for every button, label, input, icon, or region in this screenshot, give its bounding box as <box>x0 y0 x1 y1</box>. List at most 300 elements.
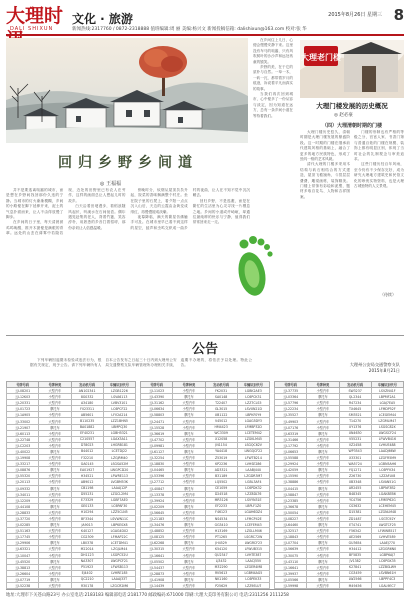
table-cell: 摩托车 <box>173 394 205 400</box>
table-cell: 大型汽车 <box>307 455 339 461</box>
table-cell: 小型汽车 <box>39 570 71 576</box>
publication-date: 2015年8月26日 星期三 <box>328 12 382 18</box>
table-cell: LZGER4M8 <box>237 564 269 570</box>
table-cell: YQ1271 <box>339 467 371 473</box>
table-cell: LQ5502 <box>205 479 237 485</box>
table-cell: 云L58803 <box>141 412 173 418</box>
feature-paragraph: 清代大理的门楼多采用木结构与砖石相结合的方式建造，屋顶飞檐翘角，斗拱层层叠叠，雕梁画栋，装饰精美。门楼上常饰有彩绘和泥塑，题材多取自花鸟、人物和吉祥图案。 <box>300 162 350 199</box>
notice-table <box>6 381 136 589</box>
table-cell: R30178 <box>71 583 103 589</box>
table-cell: 大型汽车 <box>39 388 71 394</box>
table-cell: LFMBP32D <box>237 424 269 430</box>
notice-divider <box>6 335 404 336</box>
table-cell: PT1265 <box>205 534 237 540</box>
table-cell: 云L29924 <box>275 461 307 467</box>
table-cell: LBMPCJ30 <box>103 424 135 430</box>
table-cell: 云L21183 <box>141 515 173 521</box>
table-cell: D78023 <box>71 442 103 448</box>
table-cell: 大型汽车 <box>307 473 339 479</box>
table-cell: 云L07704 <box>275 540 307 546</box>
table-cell: YA4418 <box>205 448 237 454</box>
table-cell: 大型汽车 <box>173 436 205 442</box>
table-cell: LGAJ7EA5 <box>371 400 403 406</box>
table-cell: 云L56645 <box>141 509 173 515</box>
story-paragraph: 在乡间的日子里，每天清晨被鸡鸣唤醒，推开木窗便是满眼的青翠。远处的山峦在薄雾中若隐若现，近处的田野里已有农人在劳作，这样的画面总让人想起儿时的故乡。 <box>6 188 126 236</box>
table-cell: 小型汽车 <box>39 534 71 540</box>
table-cell: 云L40847 <box>141 485 173 491</box>
table-cell: 云L12K03 <box>7 394 39 400</box>
table-cell: 小型汽车 <box>307 461 339 467</box>
table-cell: 摩托车 <box>173 448 205 454</box>
table-cell: 云L03364 <box>275 394 307 400</box>
table-cell: 摩托车 <box>39 576 71 582</box>
table-cell: LSVYN31E <box>237 497 269 503</box>
table-cell: 云L05502 <box>141 558 173 564</box>
table-cell: 云L40022 <box>7 448 39 454</box>
table-cell: 云L08201 <box>7 388 39 394</box>
table-header-cell: 号牌号码 <box>275 382 307 388</box>
table-cell: LZZ5CLN5 <box>103 509 135 515</box>
table-cell: LHGRB181 <box>103 442 135 448</box>
table-cell: 小型汽车 <box>173 515 205 521</box>
table-cell: JV1382 <box>339 558 371 564</box>
table-cell: LVHTE387 <box>237 552 269 558</box>
table-cell: EJ4402 <box>71 570 103 576</box>
table-cell: LC6PAF30 <box>103 503 135 509</box>
table-cell: T14270 <box>339 418 371 424</box>
table-cell: LCEHEM45 <box>371 503 403 509</box>
table-cell: SW3237 <box>339 388 371 394</box>
table-cell: 大型汽车 <box>173 491 205 497</box>
table-cell: 云L30315 <box>141 546 173 552</box>
table-cell: 小型汽车 <box>307 388 339 394</box>
table-cell: LSVWN11C <box>103 515 135 521</box>
table-cell: 云L35527 <box>275 412 307 418</box>
table-cell: 云L27712 <box>141 479 173 485</box>
table-cell: 大型汽车 <box>39 400 71 406</box>
table-cell: 云L50054 <box>275 509 307 515</box>
table-cell: LVHVE589 <box>371 534 403 540</box>
story-side-column <box>253 38 293 230</box>
table-cell: CE1059 <box>205 485 237 491</box>
table-cell: UB1122 <box>205 412 237 418</box>
table-cell: LSGRC72W <box>237 534 269 540</box>
table-cell: LWGSCF24 <box>371 430 403 436</box>
table-cell: QU2347 <box>205 552 237 558</box>
table-cell: 大型汽车 <box>173 418 205 424</box>
table-cell: LWGPCD20 <box>103 467 135 473</box>
story-byline: ◎ 王福福 <box>100 181 121 187</box>
table-cell: UY1376 <box>339 424 371 430</box>
table-cell: LAABJ44U <box>237 467 269 473</box>
table-cell: DH1123 <box>71 552 103 558</box>
feature-body <box>300 130 404 292</box>
table-cell: LWGTCF25 <box>371 522 403 528</box>
table-cell: Z53019 <box>205 455 237 461</box>
story-paragraph: 傍晚时分，炊烟从屋顶袅袅升起，饭菜的香味飘满整个村庄。坐在院子里的石凳上，看夕阳一点点沉入山后，天边的云霞由金黄变成绯红，再慢慢褪成淡紫。 <box>130 188 188 214</box>
table-cell: LFMCP42E <box>237 515 269 521</box>
table-cell: LC6PCF22 <box>103 406 135 412</box>
table-cell: K54120 <box>205 546 237 552</box>
table-cell: BA01882 <box>71 424 103 430</box>
table-cell: LGBP6AJ7 <box>371 552 403 558</box>
table-cell: 摩托车 <box>307 430 339 436</box>
table-cell: LZGJLM44 <box>103 546 135 552</box>
table-cell: XB3348 <box>339 479 371 485</box>
table-cell: 小型汽车 <box>173 570 205 576</box>
table-cell: 云L39937 <box>275 570 307 576</box>
table-cell: 摩托车 <box>307 522 339 528</box>
table-cell: 云L36678 <box>275 503 307 509</box>
page-number: 8 <box>393 6 404 24</box>
table-cell: 摩托车 <box>173 467 205 473</box>
table-cell: 摩托车 <box>173 540 205 546</box>
table-cell: 云L08876 <box>7 467 39 473</box>
table-cell: LC6PGK35 <box>371 558 403 564</box>
table-header-cell: 号牌号码 <box>141 382 173 388</box>
table-cell: ZD1487 <box>339 515 371 521</box>
table-cell: 云L33002 <box>7 418 39 424</box>
table-cell: 摩托车 <box>39 448 71 454</box>
table-cell: 小型汽车 <box>39 430 71 436</box>
table-cell: LFWVB416 <box>371 436 403 442</box>
table-cell: 大型汽车 <box>307 546 339 552</box>
table-cell: 云L12209 <box>7 497 39 503</box>
table-cell: 小型汽车 <box>307 515 339 521</box>
table-cell: 云L08227 <box>275 515 307 521</box>
table-cell: P51923 <box>71 564 103 570</box>
table-cell: 大型汽车 <box>39 455 71 461</box>
table-cell: 云L38813 <box>7 564 39 570</box>
table-cell: LZGDR3M7 <box>237 473 269 479</box>
table-cell: 云L26604 <box>7 570 39 576</box>
table-cell: JA9013 <box>71 522 103 528</box>
table-header-cell: 号牌种类 <box>39 382 71 388</box>
table-cell: LSGQC62V <box>237 442 269 448</box>
table-cell: QL2344 <box>339 394 371 400</box>
table-cell: LBPPF4C3 <box>371 576 403 582</box>
table-cell: AB9012 <box>71 479 103 485</box>
table-cell: 云L09981 <box>141 442 173 448</box>
table-cell: LBPMF2A1 <box>371 394 403 400</box>
table-cell: 云L56639 <box>275 546 307 552</box>
table-cell: 大型汽车 <box>307 509 339 515</box>
table-cell: LZGB1226 <box>103 388 135 394</box>
table-cell: LVGBM53K <box>103 479 135 485</box>
table-cell: 云L23385 <box>275 497 307 503</box>
table-cell: 云L24471 <box>141 418 173 424</box>
table-cell: 云L58847 <box>275 491 307 497</box>
feature-paragraph: 大理门楼历史悠久，清朝时期是大理门楼发展的鼎盛阶段。这一时期的门楼在继承前代建筑风格的基础上，融合了更多的地方民族特色，形成了独具一格的艺术风貌。 <box>300 130 350 162</box>
table-cell: NK1160 <box>205 576 237 582</box>
table-cell: 云L02209 <box>141 503 173 509</box>
table-cell: 大型汽车 <box>173 564 205 570</box>
story-paragraph: 白天沿着田埂漫步，看稻浪随风起伏，听溪水在石间低语。偶尔遇见赶集的老人，背着竹篓，笑容淳朴，用熟悉的乡音打着招呼，那份亲切让人倍感温暖。 <box>68 204 126 230</box>
masthead-divider <box>6 34 404 36</box>
table-cell: 云L20331 <box>7 400 39 406</box>
table-cell: LZGCR2M6 <box>103 583 135 589</box>
notice-table <box>140 381 270 589</box>
table-cell: UN4630 <box>339 430 371 436</box>
table-cell: LFWWB517 <box>371 528 403 534</box>
feature-title: 大理门楼发展的历史概况 <box>316 102 388 110</box>
table-cell: M22014 <box>71 546 103 552</box>
story-paragraph: 当我们再次回到城市，心中便多了一份从容与淡定，因为知道在远方，总有一条乡间小道在等待着我们。 <box>253 92 293 118</box>
table-cell: F32210 <box>71 455 103 461</box>
table-cell: T22407 <box>205 400 237 406</box>
table-cell: 摩托车 <box>307 576 339 582</box>
table-cell: 云L06634 <box>141 406 173 412</box>
table-cell: B44012 <box>71 448 103 454</box>
story-body <box>6 188 250 296</box>
table-header-cell: 车辆识别代号 <box>371 382 403 388</box>
story-paragraph: 夜幕降临，满天的繁星仿佛触手可及。在城市里早已看不到这样的星空，蛙声和虫鸣交织成一曲乡村的夜曲，让人在不知不觉中沉沉睡去。 <box>130 188 250 230</box>
table-cell: NA3307 <box>71 558 103 564</box>
table-cell: 摩托车 <box>173 503 205 509</box>
page-footer: 地址:大理市下关苍山路23号 办公室电话:2183183 编辑部电话:2181770 邮政编码:671000 印刷:大理大美印务有限公司 电话:2311256 2111258 <box>6 593 289 598</box>
table-cell: 云L42059 <box>275 467 307 473</box>
table-cell: 摩托车 <box>39 503 71 509</box>
table-cell: 摩托车 <box>39 406 71 412</box>
table-cell: F46123 <box>205 509 237 515</box>
table-cell: H34412 <box>339 546 371 552</box>
table-cell: 小型汽车 <box>173 497 205 503</box>
table-cell: 云L53396 <box>141 473 173 479</box>
table-cell: 云L43390 <box>141 394 173 400</box>
table-cell: LC6PFK34 <box>371 467 403 473</box>
table-cell: LWGQCF22 <box>237 448 269 454</box>
table-cell: 云L48852 <box>141 528 173 534</box>
table-cell: V55231 <box>339 436 371 442</box>
table-cell: MR3126 <box>205 497 237 503</box>
table-cell: LZZ8DLT6 <box>237 491 269 497</box>
table-cell: 小型汽车 <box>39 497 71 503</box>
table-cell: 摩托车 <box>307 467 339 473</box>
table-cell: LZGLLM46 <box>237 528 269 534</box>
table-cell: K40127 <box>71 528 103 534</box>
table-cell: 大型汽车 <box>307 418 339 424</box>
table-cell: 云L44108 <box>7 503 39 509</box>
table-cell: LBPKE0X8 <box>103 522 135 528</box>
table-cell: 云L33217 <box>7 461 39 467</box>
table-cell: 云L11023 <box>141 388 173 394</box>
table-cell: 小型汽车 <box>39 552 71 558</box>
table-cell: 大型汽车 <box>39 473 71 479</box>
table-cell: 大型汽车 <box>39 546 71 552</box>
table-cell: ET4741 <box>339 522 371 528</box>
notice-table <box>274 381 404 589</box>
table-cell: 云L60113 <box>7 430 39 436</box>
table-cell: 小型汽车 <box>307 406 339 412</box>
table-header-cell: 发动机号码 <box>339 382 371 388</box>
story-paragraph: 井不是要逃离喧嚣的城市，而是想在乡野间找回那份久违的宁静。当城市的灯火渐渐模糊，乡间的小路便在脚下延伸开来，泥土的气息扑面而来，让人不由得放慢了脚步。 <box>6 188 64 220</box>
table-cell: 云L52238 <box>7 583 39 589</box>
table-cell: LGBN5AH6 <box>371 461 403 467</box>
table-cell: GL3015 <box>205 406 237 412</box>
table-cell: K27841 <box>339 564 371 570</box>
table-cell: 8G0332 <box>71 394 103 400</box>
table-cell: H10294 <box>71 509 103 515</box>
table-cell: GE0133 <box>71 503 103 509</box>
table-cell: LCEGEM44 <box>371 412 403 418</box>
table-row <box>7 583 136 589</box>
table-cell: LFWTB214 <box>237 455 269 461</box>
table-cell: 大型汽车 <box>39 436 71 442</box>
table-cell: 小型汽车 <box>307 497 339 503</box>
table-cell: 小型汽车 <box>39 442 71 448</box>
table-cell: CS3632 <box>339 503 371 509</box>
table-cell: 云L18843 <box>275 534 307 540</box>
table-cell: 云L20113 <box>7 479 39 485</box>
table-cell: 大型汽车 <box>173 528 205 534</box>
table-cell: LZZAFLV8 <box>371 473 403 479</box>
table-cell: LGBL3AF4 <box>237 479 269 485</box>
table-cell: LCETEM42 <box>237 430 269 436</box>
table-cell: B110235 <box>71 418 103 424</box>
table-cell: 云L02285 <box>7 522 39 528</box>
table-cell: D15381 <box>339 509 371 515</box>
table-cell: 云L21907 <box>7 424 39 430</box>
table-cell: 小型汽车 <box>307 442 339 448</box>
table-cell: 云L16641 <box>275 564 307 570</box>
table-cell: LGAX3A11 <box>103 436 135 442</box>
table-cell: LSGSA52M <box>103 461 135 467</box>
table-cell: 大型汽车 <box>307 436 339 442</box>
table-cell: LGAL9EC7 <box>371 583 403 589</box>
table-cell: 大型汽车 <box>307 400 339 406</box>
table-cell: 小型汽车 <box>173 461 205 467</box>
table-cell: 云L22234 <box>275 406 307 412</box>
table-cell: M32290 <box>205 564 237 570</box>
table-cell: 摩托车 <box>39 424 71 430</box>
table-cell: A34180 <box>71 400 103 406</box>
table-cell: CG2309 <box>71 534 103 540</box>
table-cell: LGBK2AE3 <box>237 388 269 394</box>
table-cell: 云L1A905 <box>7 412 39 418</box>
table-cell: LCETDM41 <box>103 540 135 546</box>
table-header-cell: 车辆识别代号 <box>237 382 269 388</box>
table-cell: LC6PEK33 <box>237 576 269 582</box>
table-cell: LC6PCK31 <box>237 394 269 400</box>
notice-intro-text: 下列车辆因逾期未检验或违法行为，根据有关规定，现予公告。请下列车辆所有人自本公告发布之日起三十日内到大理州公安局交通警察支队车辆管理所办理相关手续，逾期不办理的，将依法予以处理。特此公告。 <box>30 358 252 368</box>
table-cell: C210557 <box>71 436 103 442</box>
table-cell: 摩托车 <box>173 522 205 528</box>
table-cell: LAADJ66W <box>371 448 403 454</box>
table-cell: 云L64460 <box>275 522 307 528</box>
table-cell: 云L07176 <box>275 424 307 430</box>
table-cell: YC4756 <box>339 497 371 503</box>
table-cell: LFMEP62G <box>371 497 403 503</box>
table-cell: 大型汽车 <box>39 564 71 570</box>
table-cell: LFWUB315 <box>237 546 269 552</box>
table-cell: E73329 <box>71 497 103 503</box>
table-cell: 摩托车 <box>173 430 205 436</box>
table-cell: LVHUE488 <box>371 442 403 448</box>
table-cell: B48345 <box>339 491 371 497</box>
table-cell: LGAG4DX2 <box>103 528 135 534</box>
table-cell: CG3459 <box>339 570 371 576</box>
table-cell: LSVZN41F <box>371 388 403 394</box>
table-cell: 摩托车 <box>39 522 71 528</box>
table-cell: 大型汽车 <box>39 491 71 497</box>
table-cell: LSGTC92Y <box>371 515 403 521</box>
table-cell: H34521 <box>71 473 103 479</box>
table-cell: 云L07719 <box>7 576 39 582</box>
table-cell: LVHRE185 <box>103 570 135 576</box>
table-cell: LB0378 <box>71 540 103 546</box>
table-cell: 摩托车 <box>307 485 339 491</box>
table-cell: 小型汽车 <box>173 406 205 412</box>
table-cell: 云LC2203 <box>7 442 39 448</box>
table-cell: Z26730 <box>339 473 371 479</box>
table-cell: 大型汽车 <box>307 528 339 534</box>
table-cell: LFV2A214 <box>103 412 135 418</box>
story-paragraph: 回归乡野，不是逃避，而是在繁忙的生活里为心灵寻找一片栖息之地。乡间的小道或许崎岖，却通往最纯粹的快乐与宁静，值得我们常常回来走一走。 <box>192 198 250 225</box>
table-cell: 摩托车 <box>173 412 205 418</box>
table-cell: 摩托车 <box>307 412 339 418</box>
table-cell: 大型汽车 <box>173 583 205 589</box>
table-cell: LGBH5321 <box>103 430 135 436</box>
table-cell: 小型汽车 <box>39 515 71 521</box>
publication-info: 新闻热线:2317760 / 0872-2318888 值班编辑:周 丽 美编:杨兴文 新闻投稿信箱: dalishixun@163.com 校对:张 华 <box>72 27 307 32</box>
table-cell: LVHSE286 <box>237 461 269 467</box>
table-cell: 摩托车 <box>307 394 339 400</box>
table-cell: 云L37735 <box>275 388 307 394</box>
story-paragraph: 在乡间住上几日，心便会慢慢安静下来。这里没有车马的喧嚣，只有风吹树叶的沙沙声和远处孩童的嬉笑。 <box>253 38 293 64</box>
table-cell: B31189 <box>205 473 237 479</box>
story-paragraph: 乡野的美，在于它的质朴与自然。一草一木，一砖一瓦，都带着岁月的痕迹，诉说着平凡而真实的故事。 <box>253 65 293 91</box>
table-cell: 云L17792 <box>275 442 307 448</box>
table-cell: LGBF7AE0 <box>103 497 135 503</box>
table-header-cell: 号牌号码 <box>7 382 39 388</box>
table-cell: 大型汽车 <box>39 418 71 424</box>
footprint-icon <box>224 228 280 302</box>
table-cell: WP3543 <box>339 448 371 454</box>
table-cell: 大型汽车 <box>173 455 205 461</box>
table-cell: HM4423 <box>205 424 237 430</box>
table-cell: LC6PDK32 <box>237 485 269 491</box>
table-cell: LZZ9ELU7 <box>237 583 269 589</box>
table-header-cell: 车辆识别代号 <box>103 382 135 388</box>
table-cell: 云L19908 <box>7 455 39 461</box>
story-headline: 回归乡野乡间道 <box>58 155 198 171</box>
notice-date: 2015年8月21日 <box>368 368 400 373</box>
table-cell: 云L18830 <box>141 461 173 467</box>
table-cell: F56342 <box>339 528 371 534</box>
table-cell: LZGMLM47 <box>371 418 403 424</box>
table-cell: 云L10047 <box>7 552 39 558</box>
table-cell: 小型汽车 <box>173 424 205 430</box>
table-cell: 云L43110 <box>275 558 307 564</box>
table-cell: 摩托车 <box>173 485 205 491</box>
notice-signer: 大理州公安局交通警察支队 <box>349 362 400 367</box>
table-cell: 小型汽车 <box>39 479 71 485</box>
table-cell: 摩托车 <box>307 558 339 564</box>
table-cell: P25629 <box>205 583 237 589</box>
table-cell: 大型汽车 <box>39 528 71 534</box>
table-cell: BF3344 <box>71 515 103 521</box>
table-cell: 云L55588 <box>275 455 307 461</box>
table-cell: 云L47702 <box>141 436 173 442</box>
table-cell: 摩托车 <box>173 576 205 582</box>
table-cell: M49456 <box>339 583 371 589</box>
notice-signature <box>328 362 400 374</box>
table-cell: LVBV3101 <box>103 400 135 406</box>
table-cell: EF40231 <box>71 430 103 436</box>
table-cell: LZGCL2M4 <box>103 491 135 497</box>
table-cell: 小型汽车 <box>39 412 71 418</box>
table-cell: CB1198 <box>71 485 103 491</box>
